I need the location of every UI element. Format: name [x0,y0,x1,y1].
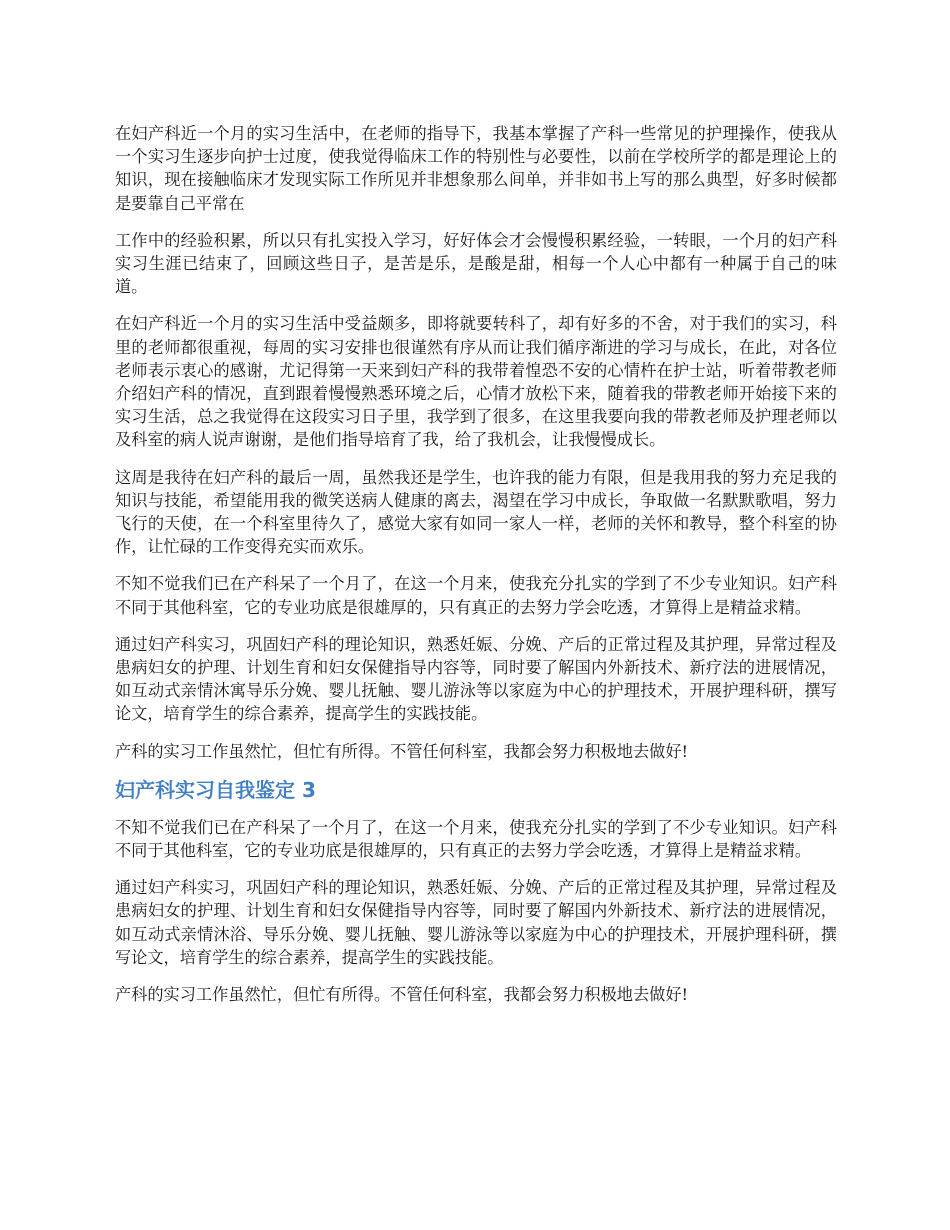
paragraph: 这周是我待在妇产科的最后一周，虽然我还是学生，也许我的能力有限，但是我用我的努力充足我的知识与技能，希望能用我的微笑送病人健康的离去，渴望在学习中成长，争取做一名默默歌唱，努力飞行的天使，在一个科室里待久了，感觉大家有如同一家人一样，老师的关怀和教导，整个科室的协作，让忙碌的工作变得充实而欢乐。 [115,467,837,557]
paragraph: 工作中的经验积累，所以只有扎实投入学习，好好体会才会慢慢积累经验，一转眼，一个月的妇产科实习生涯已结束了，回顾这些日子，是苦是乐，是酸是甜，相每一个人心中都有一种属于自己的味道。 [115,230,837,297]
paragraph: 产科的实习工作虽然忙，但忙有所得。不管任何科室，我都会努力积极地去做好! [115,741,689,761]
paragraph: 在妇产科近一个月的实习生活中受益颇多，即将就要转科了，却有好多的不舍，对于我们的实习，科里的老师都很重视，每周的实习安排也很谨然有序从而让我们循序渐进的学习与成长，在此，对各位老师表示衷心的感谢，尤记得第一天来到妇产科的我带着惶恐不安的心情杵在护士站，听着带教老师介绍妇产科的情况，直到跟着慢慢熟悉环境之后，心情才放松下来，随着我的带教老师开始接下来的实习生活，总之我觉得在这段实习日子里，我学到了很多，在这里我要向我的带教老师及护理老师以及科室的病人说声谢谢，是他们指导培育了我，给了我机会，让我慢慢成长。 [115,314,837,450]
paragraph: 不知不觉我们已在产科呆了一个月了，在这一个月来，使我充分扎实的学到了不少专业知识。妇产科不同于其他科室，它的专业功底是很雄厚的，只有真正的去努力学会吃透，才算得上是精益求精。 [115,574,837,617]
paragraph: 通过妇产科实习，巩固妇产科的理论知识，熟悉妊娠、分娩、产后的正常过程及其护理，异常过程及患病妇女的护理、计划生育和妇女保健指导内容等，同时要了解国内外新技术、新疗法的进展情况，如互动式亲情沐寓导乐分娩、婴儿抚触、婴儿游泳等以家庭为中心的护理技术，开展护理科研，撰写论文，培育学生的综合素养，提高学生的实践技能。 [115,634,837,724]
paragraph: 产科的实习工作虽然忙，但忙有所得。不管任何科室，我都会努力积极地去做好! [115,985,689,1005]
document-body [115,122,837,1020]
paragraph: 不知不觉我们已在产科呆了一个月了，在这一个月来，使我充分扎实的学到了不少专业知识。妇产科不同于其他科室，它的专业功底是很雄厚的，只有真正的去努力学会吃透，才算得上是精益求精。 [115,817,837,861]
paragraph: 通过妇产科实习，巩固妇产科的理论知识，熟悉妊娠、分娩、产后的正常过程及其护理，异常过程及患病妇女的护理、计划生育和妇女保健指导内容等，同时要了解国内外新技术、新疗法的进展情况，如互动式亲情沐浴、导乐分娩、婴儿抚触、婴儿游泳等以家庭为中心的护理技术，开展护理科研，撰写论文，培育学生的综合素养，提高学生的实践技能。 [115,878,837,967]
paragraph: 在妇产科近一个月的实习生活中，在老师的指导下，我基本掌握了产科一些常见的护理操作，使我从一个实习生逐步向护士过度，使我觉得临床工作的特别性与必要性，以前在学校所学的都是理论上的知识，现在接触临床才发现实际工作所见并非想象那么间单，并非如书上写的那么典型，好多时候都是要靠自己平常在 [115,124,837,213]
section-heading: 妇产科实习自我鉴定 3 [115,777,316,802]
